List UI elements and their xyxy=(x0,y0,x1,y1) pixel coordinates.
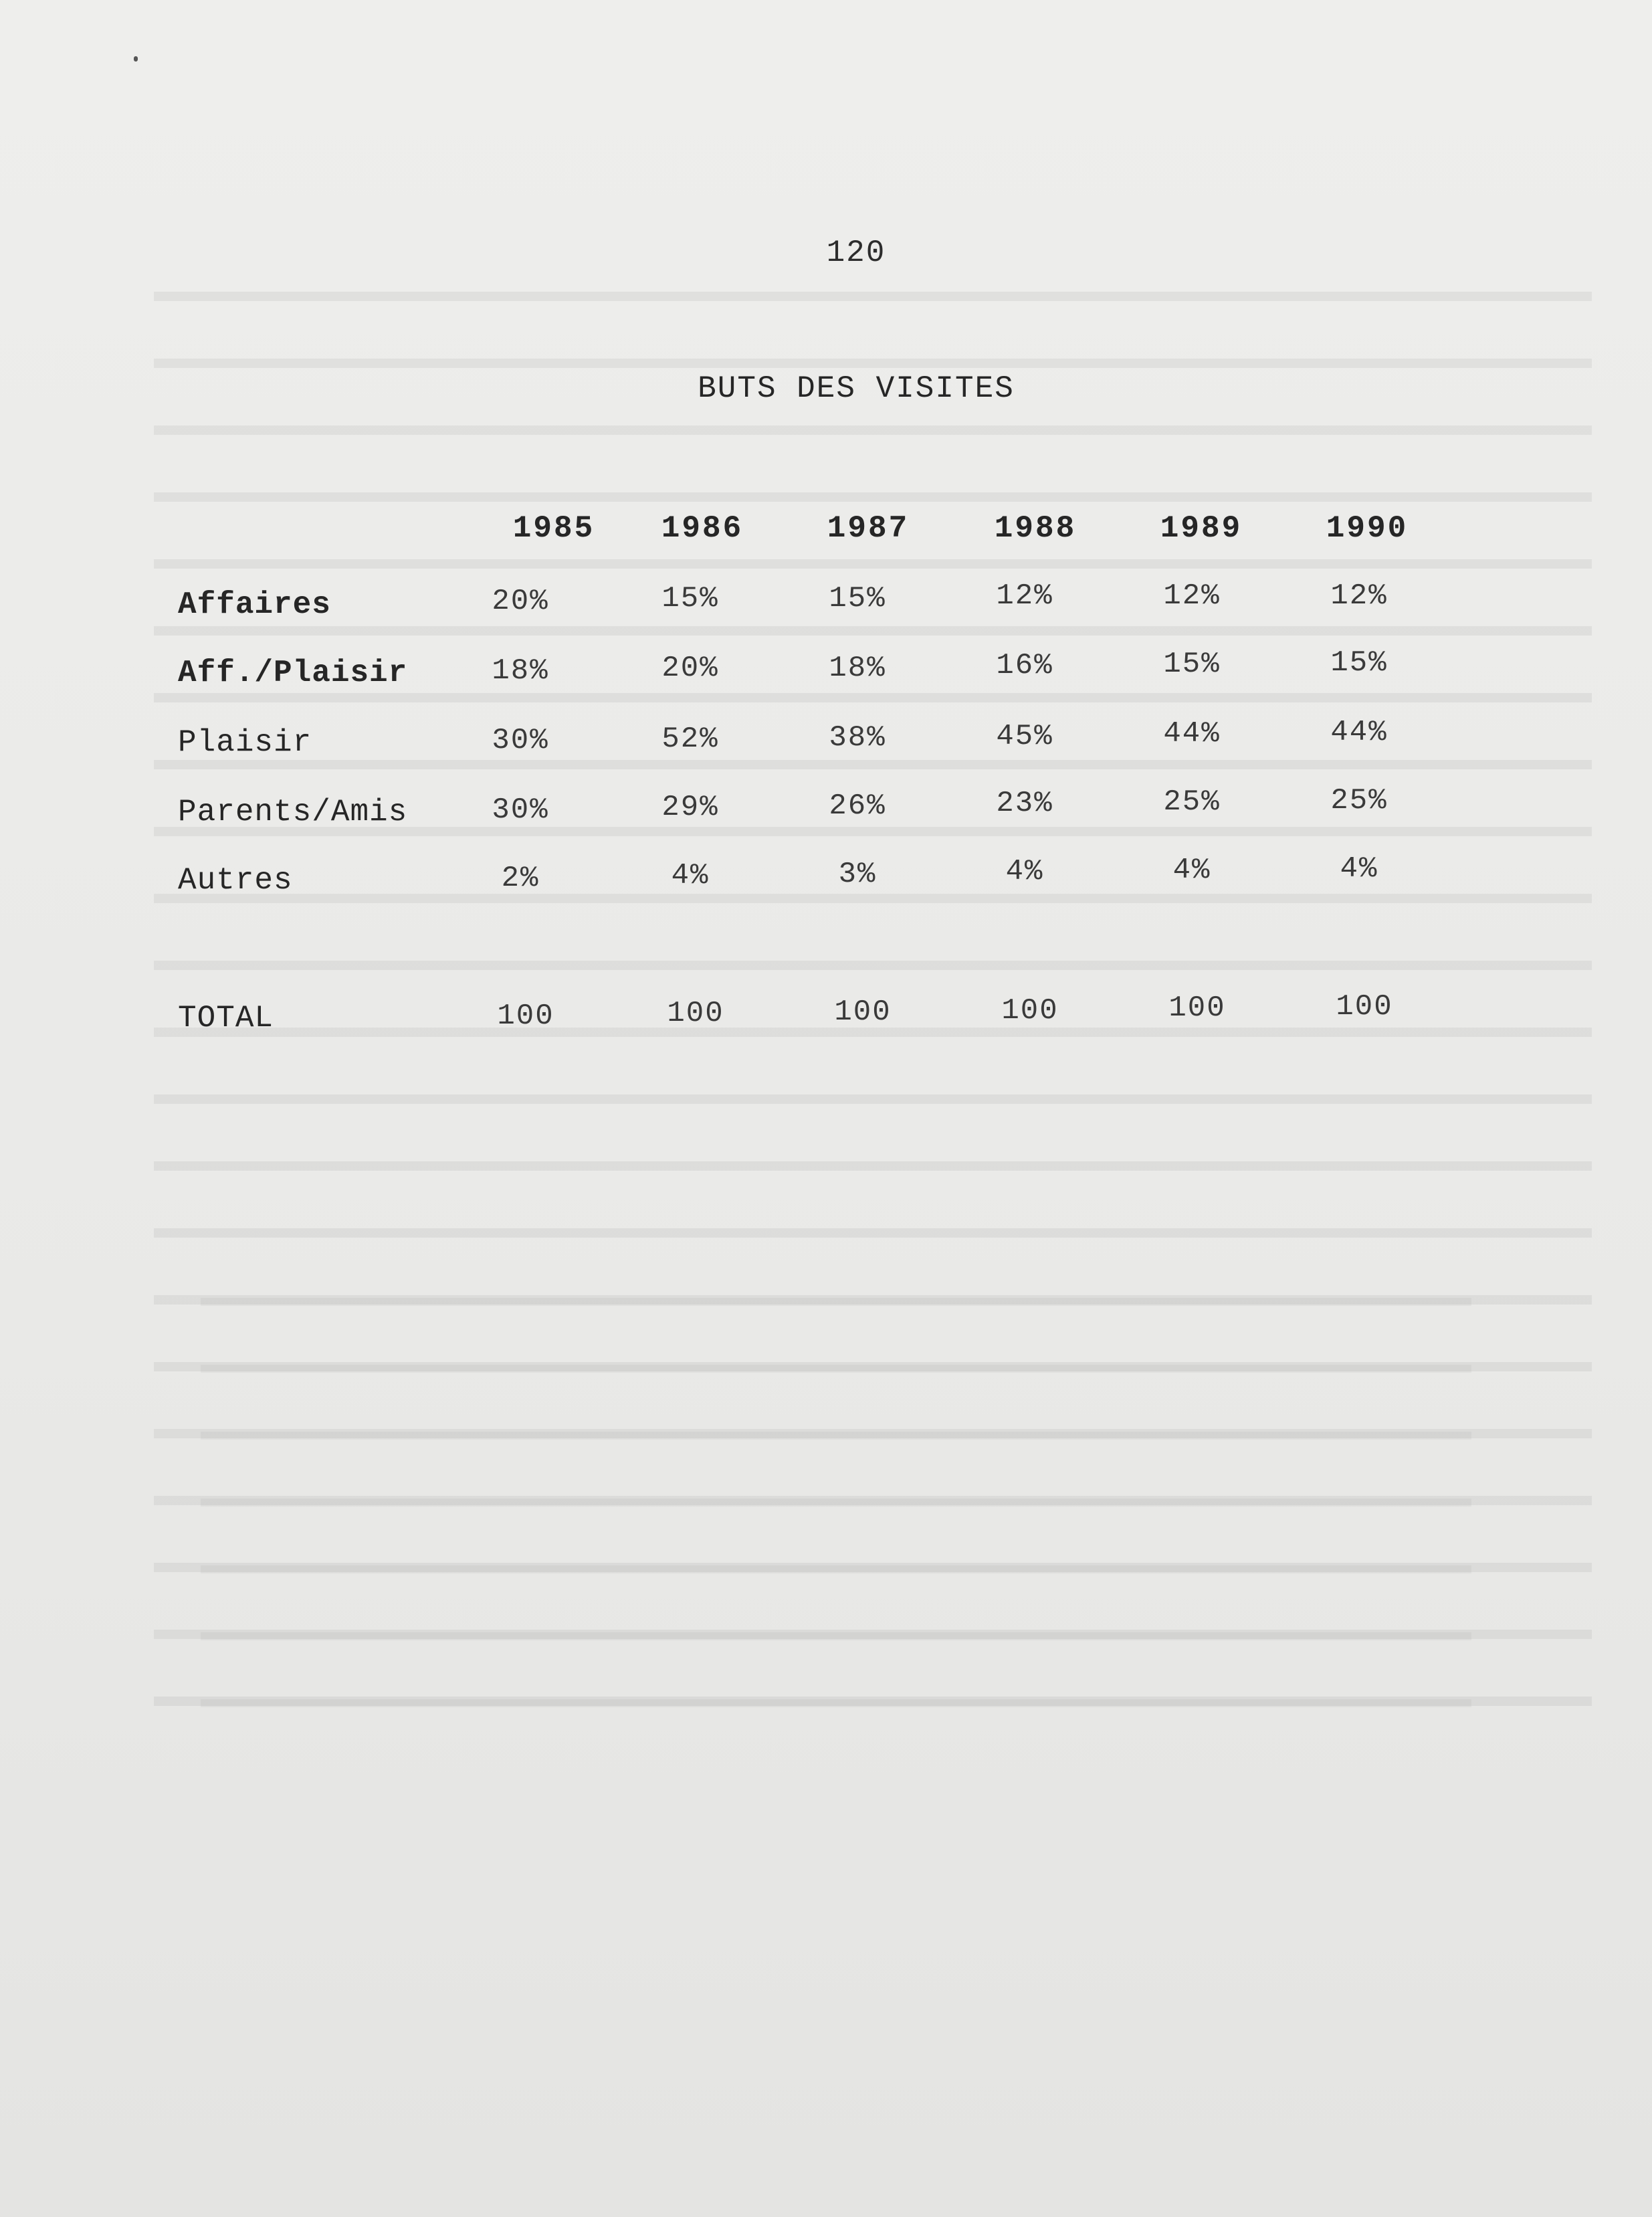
table-cell: 12% xyxy=(1163,579,1221,613)
table-cell: 15% xyxy=(661,582,719,615)
table-cell: 100 xyxy=(667,997,724,1030)
table-cell: 23% xyxy=(996,787,1053,820)
table-cell: 3% xyxy=(838,858,877,891)
table-cell: 12% xyxy=(1330,579,1388,613)
row-label-plaisir: Plaisir xyxy=(178,725,312,760)
table-cell: 20% xyxy=(661,652,719,685)
table-cell: 16% xyxy=(996,649,1053,682)
table-cell: 30% xyxy=(492,724,549,757)
table-cell: 100 xyxy=(497,999,554,1033)
table-cell: 4% xyxy=(1005,855,1044,888)
table-cell: 18% xyxy=(829,652,886,685)
table-cell: 15% xyxy=(1330,646,1388,680)
page-title: BUTS DES VISITES xyxy=(698,371,1015,406)
row-label-affaires: Affaires xyxy=(178,587,331,622)
table-cell: 15% xyxy=(1163,648,1221,681)
table-cell: 18% xyxy=(492,654,549,688)
row-label-parents-amis: Parents/Amis xyxy=(178,795,408,830)
year-header-1988: 1988 xyxy=(994,511,1077,546)
table-cell: 30% xyxy=(492,793,549,827)
table-cell: 100 xyxy=(1001,994,1059,1028)
table-cell: 4% xyxy=(1172,854,1211,887)
bleed-through-text-lower xyxy=(201,1271,1471,1739)
table-cell: 12% xyxy=(996,579,1053,613)
year-header-1986: 1986 xyxy=(661,511,744,546)
table-cell: 38% xyxy=(829,721,886,755)
year-header-1990: 1990 xyxy=(1326,511,1409,546)
table-cell: 20% xyxy=(492,585,549,618)
year-header-1987: 1987 xyxy=(827,511,910,546)
table-cell: 100 xyxy=(1336,990,1393,1024)
row-label-total: TOTAL xyxy=(178,1001,274,1036)
table-cell: 26% xyxy=(829,789,886,823)
table-cell: 15% xyxy=(829,582,886,615)
table-cell: 25% xyxy=(1330,784,1388,817)
table-cell: 2% xyxy=(501,862,540,895)
table-cell: 100 xyxy=(1168,991,1226,1025)
scan-speck xyxy=(134,56,138,62)
table-cell: 44% xyxy=(1163,717,1221,751)
year-header-1985: 1985 xyxy=(512,511,595,546)
table-cell: 4% xyxy=(671,859,710,892)
year-header-1989: 1989 xyxy=(1160,511,1243,546)
row-label-autres: Autres xyxy=(178,863,293,898)
row-label-aff-plaisir: Aff./Plaisir xyxy=(178,656,408,690)
table-cell: 29% xyxy=(661,791,719,824)
page-number: 120 xyxy=(826,235,886,270)
table-cell: 45% xyxy=(996,720,1053,753)
table-cell: 100 xyxy=(834,995,892,1029)
table-cell: 25% xyxy=(1163,785,1221,819)
table-cell: 52% xyxy=(661,722,719,756)
table-cell: 4% xyxy=(1340,852,1378,886)
table-cell: 44% xyxy=(1330,716,1388,749)
